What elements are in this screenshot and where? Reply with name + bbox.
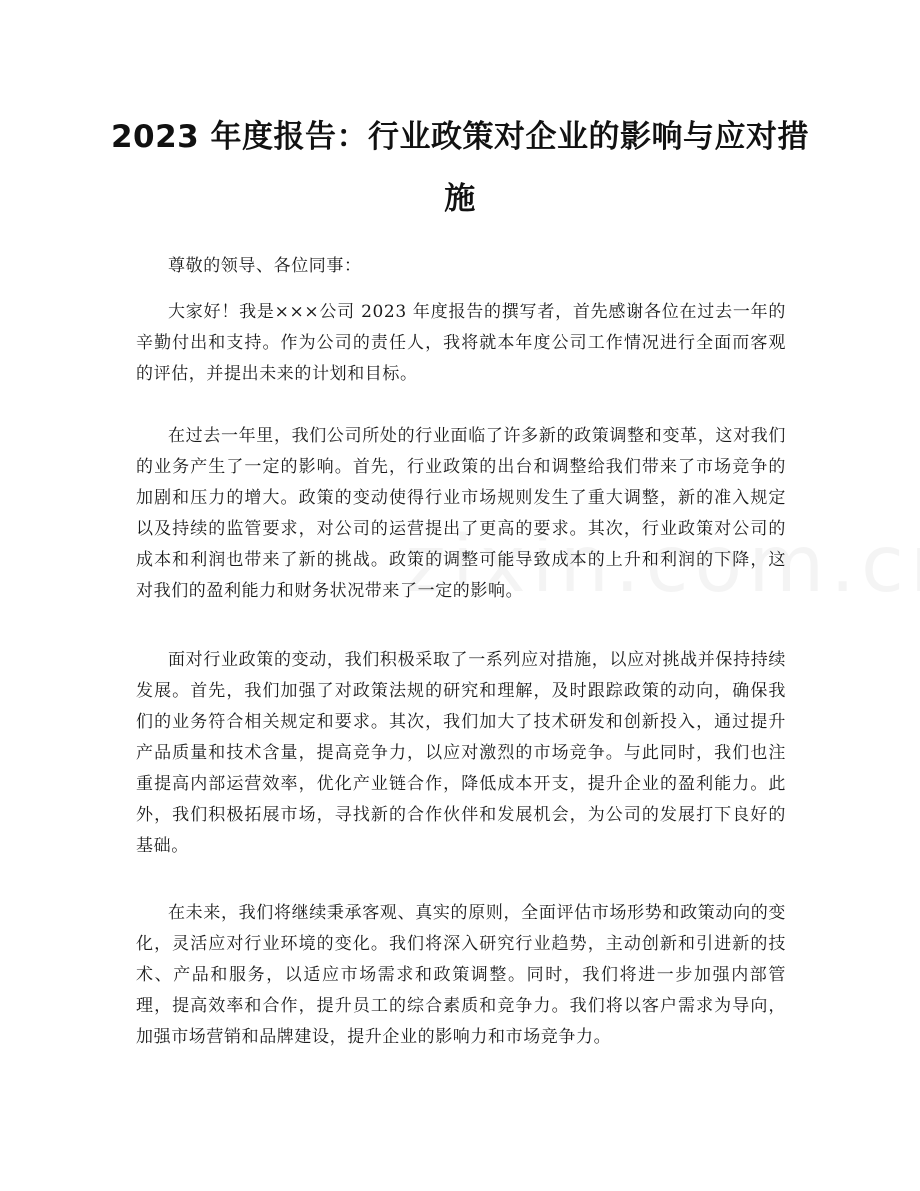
paragraph-future: 在未来，我们将继续秉承客观、真实的原则，全面评估市场形势和政策动向的变化，灵活应对行业环境的变化。我们将深入研究行业趋势，主动创新和引进新的技术、产品和服务，以适应市场需求和政策调整。同时，我们将进一步加强内部管理，提高效率和合作，提升员工的综合素质和竞争力。我们将以客户需求为导向，加强市场营销和品牌建设，提升企业的影响力和市场竞争力。 <box>136 903 786 1047</box>
paragraph-measures: 面对行业政策的变动，我们积极采取了一系列应对措施，以应对挑战并保持持续发展。首先，我们加强了对政策法规的研究和理解，及时跟踪政策的动向，确保我们的业务符合相关规定和要求。其次，我们加大了技术研发和创新投入，通过提升产品质量和技术含量，提高竞争力，以应对激烈的市场竞争。与此同时，我们也注重提高内部运营效率，优化产业链合作，降低成本开支，提升企业的盈利能力。此外，我们积极拓展市场，寻找新的合作伙伴和发展机会，为公司的发展打下良好的基础。 <box>136 650 786 856</box>
greeting: 尊敬的领导、各位同事： <box>168 256 362 276</box>
paragraph-policy-impact: 在过去一年里，我们公司所处的行业面临了许多新的政策调整和变革，这对我们的业务产生了一定的影响。首先，行业政策的出台和调整给我们带来了市场竞争的加剧和压力的增大。政策的变动使得行业市场规则发生了重大调整，新的准入规定以及持续的监管要求，对公司的运营提出了更高的要求。其次，行业政策对公司的成本和利润也带来了新的挑战。政策的调整可能导致成本的上升和利润的下降，这对我们的盈利能力和财务状况带来了一定的影响。 <box>136 426 786 601</box>
paragraph-intro: 大家好！我是×××公司 2023 年度报告的撰写者，首先感谢各位在过去一年的辛勤付出和支持。作为公司的责任人，我将就本年度公司工作情况进行全面而客观的评估，并提出未来的计划和目标。 <box>136 302 786 384</box>
document-title: 2023 年度报告：行业政策对企业的影响与应对措施 <box>110 119 810 217</box>
